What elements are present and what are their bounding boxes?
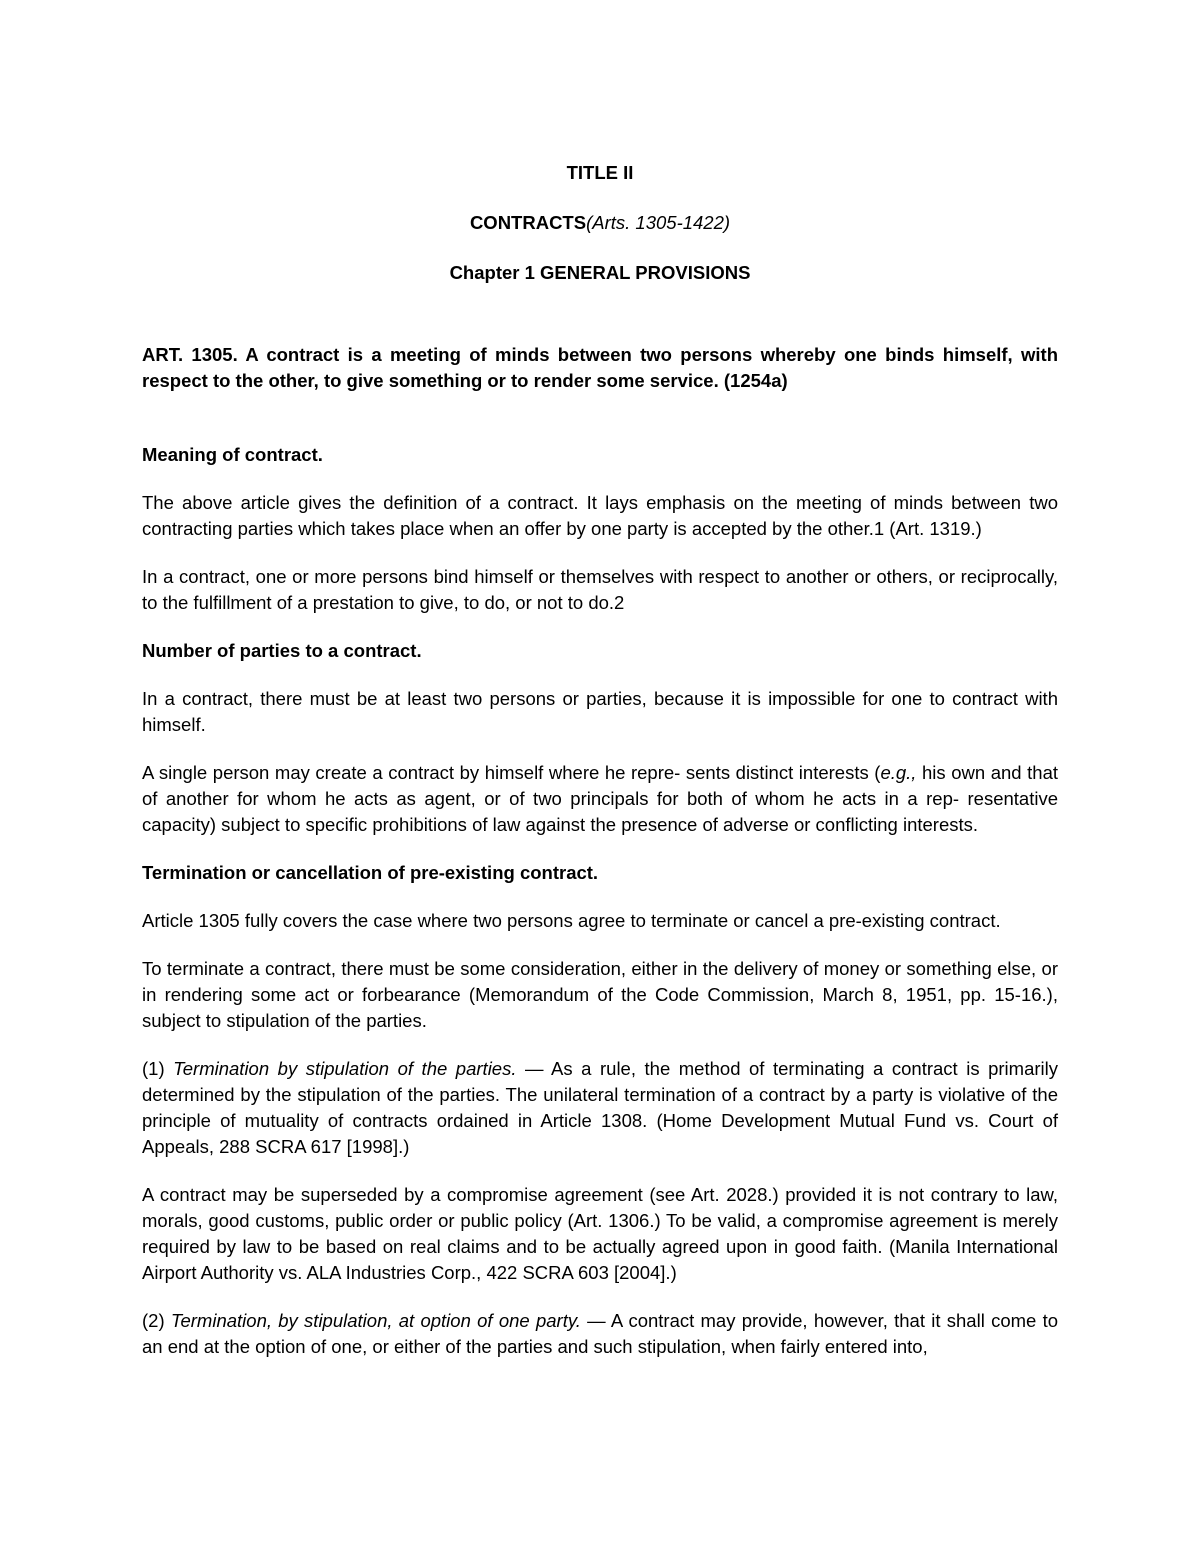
section-heading-number-of-parties: Number of parties to a contract. [142, 640, 422, 661]
section-heading-termination: Termination or cancellation of pre-existing contract. [142, 862, 599, 883]
subtitle-bold: CONTRACTS [469, 212, 587, 233]
paragraph-text: A single person may create a contract by himself where he repre- sents distinct interests ( [142, 762, 881, 783]
document-page [142, 160, 1058, 1382]
document-subtitle [142, 210, 1058, 236]
paragraph: In a contract, one or more persons bind himself or themselves with respect to another or others, or reciprocally, to the fulfillment of a prestation to give, to do, or not to do.2 [142, 566, 1058, 613]
document-title: TITLE II [566, 162, 634, 183]
list-number: (2) [142, 1310, 171, 1331]
subtitle-italic: (Arts. 1305-1422) [586, 212, 731, 233]
paragraph [142, 1056, 1058, 1160]
paragraph-italic: Termination, by stipulation, at option of one party. [170, 1310, 581, 1331]
paragraph: Article 1305 fully covers the case where two persons agree to terminate or cancel a pre-existing contract. [142, 910, 1001, 931]
paragraph-text: his own and that of another for whom he acts as agent, or of two principals for both of whom he acts in a rep- resentative capacity) subject to specific prohibitions of law against the presence of adverse or conflicting interests. [142, 762, 1058, 835]
paragraph-text: — A contract may provide, however, that it shall come to an end at the option of one, or either of the parties and such stipulation, when fairly entered into, [142, 1310, 1059, 1357]
paragraph: To terminate a contract, there must be some consideration, either in the delivery of money or something else, or in rendering some act or forbearance (Memorandum of the Code Commission, March 8, 1951, pp. 15-16.), subject to stipulation of the parties. [142, 958, 1058, 1031]
article-text: ART. 1305. A contract is a meeting of minds between two persons whereby one binds himself, with respect to the other, to give something or to render some service. (1254a) [142, 344, 1058, 391]
paragraph: The above article gives the definition of a contract. It lays emphasis on the meeting of minds between two contracting parties which takes place when an offer by one party is accepted by the other.1 (Art. 1319.) [142, 492, 1058, 539]
section-heading-meaning: Meaning of contract. [142, 444, 323, 465]
paragraph: A contract may be superseded by a compromise agreement (see Art. 2028.) provided it is not contrary to law, morals, good customs, public order or public policy (Art. 1306.) To be valid, a compromise agreement is merely required by law to be based on real claims and to be actually agreed upon in good faith. (Manila International Airport Authority vs. ALA Industries Corp., 422 SCRA 603 [2004].) [142, 1184, 1058, 1283]
paragraph-italic: Termination by stipulation of the parties. [173, 1058, 517, 1079]
paragraph-text: — As a rule, the method of terminating a contract is primarily determined by the stipulation of the parties. The unilateral termination of a contract by a party is violative of the principle of mutuality of contracts ordained in Article 1308. (Home Development Mutual Fund vs. Court of Appeals, 288 SCRA 617 [1998].) [142, 1058, 1058, 1157]
paragraph [142, 1308, 1058, 1360]
paragraph: In a contract, there must be at least two persons or parties, because it is impossible for one to contract with himself. [142, 688, 1058, 735]
list-number: (1) [142, 1058, 174, 1079]
paragraph-italic: e.g., [880, 762, 917, 783]
chapter-heading: Chapter 1 GENERAL PROVISIONS [449, 262, 751, 283]
paragraph [142, 760, 1058, 838]
